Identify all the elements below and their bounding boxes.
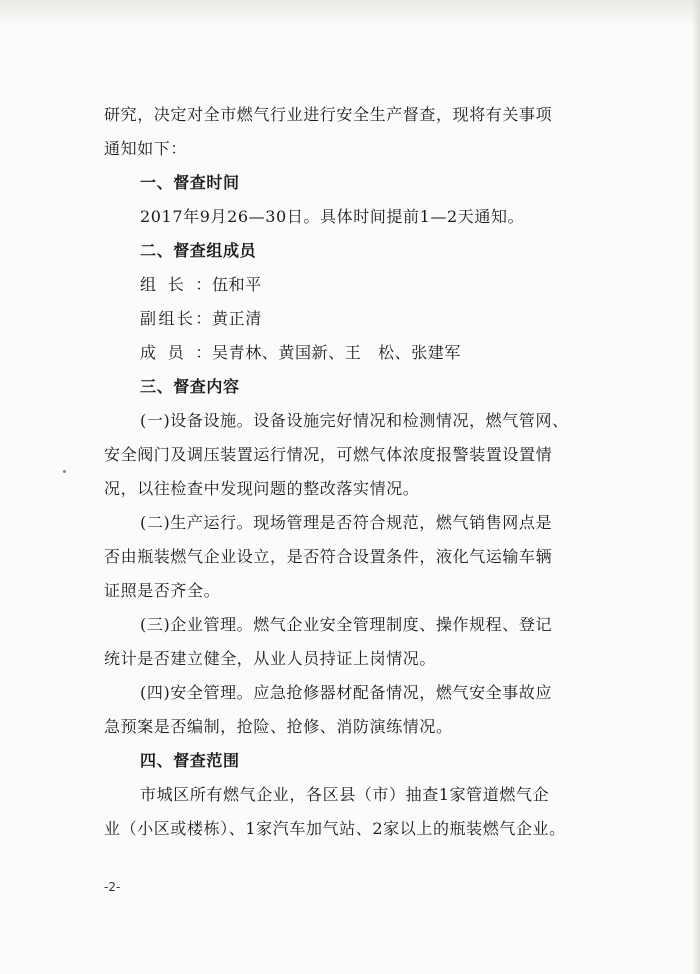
item-2-line: 否由瓶装燃气企业设立，是否符合设置条件，液化气运输车辆	[104, 547, 553, 566]
section-heading-time: 一、督查时间	[140, 173, 240, 192]
member-value: 伍和平	[212, 275, 262, 294]
item-4-line: (四)安全管理。应急抢修器材配备情况，燃气安全事故应	[140, 683, 553, 702]
item-1-line: 安全阀门及调压装置运行情况，可燃气体浓度报警装置设置情	[104, 445, 553, 464]
scan-speck	[63, 470, 66, 473]
section-heading-content: 三、督查内容	[140, 377, 240, 396]
item-2-line: (二)生产运行。现场管理是否符合规范，燃气销售网点是	[140, 513, 553, 532]
scope-line: 市城区所有燃气企业，各区县（市）抽查1家管道燃气企	[140, 785, 550, 804]
scan-edge-top	[0, 0, 700, 28]
item-1-line: 况，以往检查中发现问题的整改落实情况。	[104, 479, 420, 498]
item-1-line: (一)设备设施。设备设施完好情况和检测情况，燃气管网、	[140, 411, 569, 430]
item-2-line: 证照是否齐全。	[104, 581, 221, 600]
scan-edge-right	[692, 0, 700, 974]
section-body-time: 2017年9月26—30日。具体时间提前1—2天通知。	[140, 207, 525, 226]
item-3-line: (三)企业管理。燃气企业安全管理制度、操作规程、登记	[140, 615, 553, 634]
paragraph-line: 研究，决定对全市燃气行业进行安全生产督查，现将有关事项	[104, 105, 553, 124]
section-heading-scope: 四、督查范围	[140, 751, 240, 770]
paragraph-line: 通知如下：	[104, 139, 188, 158]
member-label: 副组长：	[140, 309, 212, 328]
member-value: 黄正清	[212, 309, 262, 328]
member-label: 组长：	[140, 275, 212, 294]
item-3-line: 统计是否建立健全，从业人员持证上岗情况。	[104, 649, 437, 668]
section-heading-members: 二、督查组成员	[140, 241, 257, 260]
item-4-line: 急预案是否编制，抢险、抢修、消防演练情况。	[104, 717, 453, 736]
member-row-members	[104, 336, 604, 370]
member-value: 吴青林、黄国新、王 松、张建军	[212, 343, 462, 362]
document-body	[104, 98, 604, 846]
member-row-leader	[104, 268, 604, 302]
page-number: -2-	[104, 880, 121, 894]
scope-line: 业（小区或楼栋）、1家汽车加气站、2家以上的瓶装燃气企业。	[104, 819, 566, 838]
member-label: 成员：	[140, 343, 212, 362]
member-row-deputy	[104, 302, 604, 336]
